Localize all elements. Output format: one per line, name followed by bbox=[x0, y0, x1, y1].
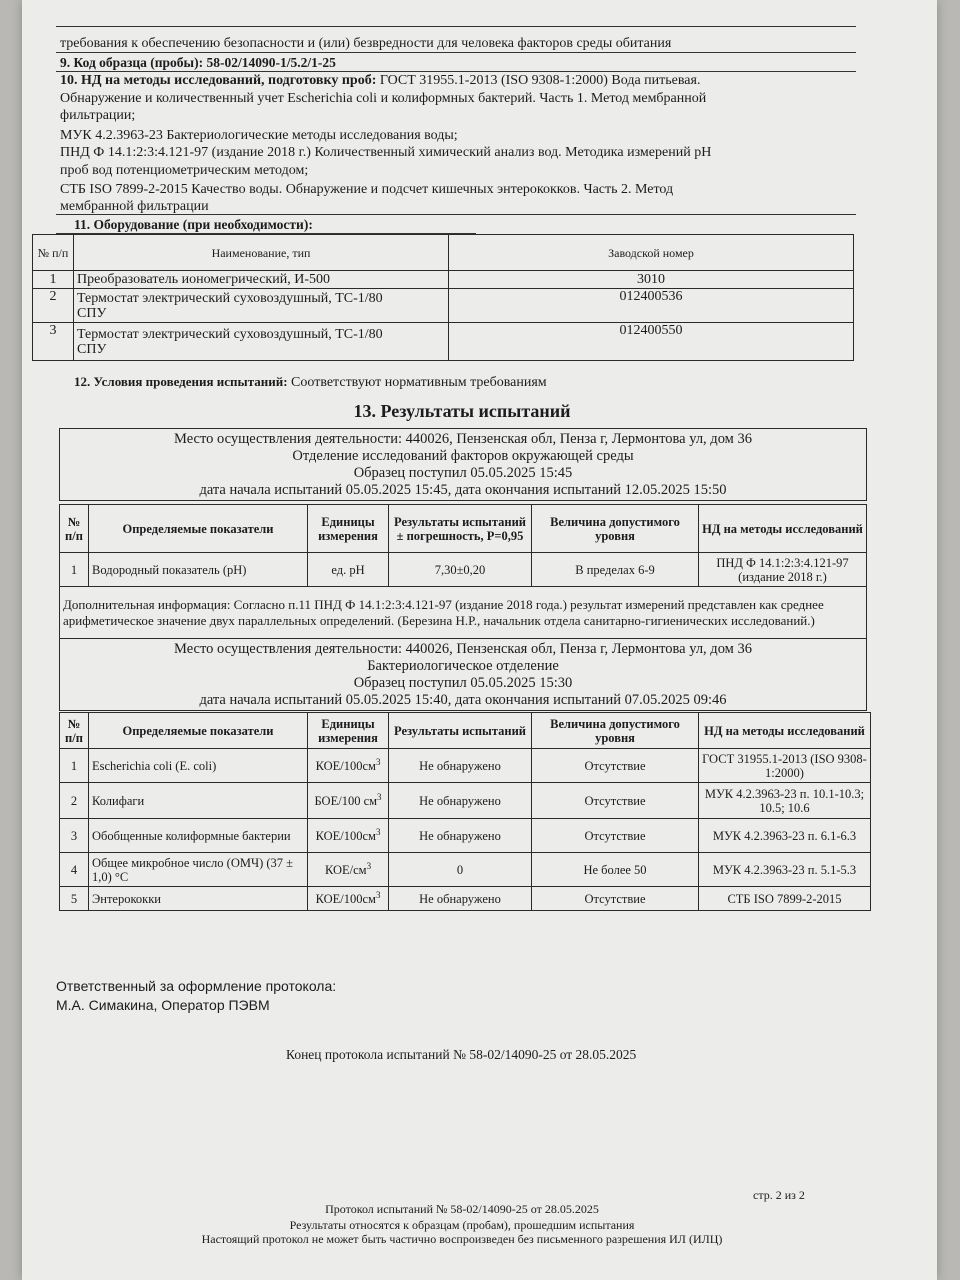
header-num: № п/п bbox=[33, 235, 74, 271]
section-11-label: 11. Оборудование (при необходимости): bbox=[74, 217, 313, 232]
table-row bbox=[33, 271, 854, 289]
cell-method: ГОСТ 31955.1-2013 (ISO 9308-1:2000) bbox=[699, 749, 871, 783]
name-line: СПУ bbox=[77, 305, 107, 321]
section-12 bbox=[74, 373, 547, 392]
section-10-label: 10. НД на методы исследований, подготовку проб: bbox=[60, 73, 377, 88]
cell-result: 0 bbox=[389, 853, 532, 887]
sample-code: 58-02/14090-1/5.2/1-25 bbox=[206, 55, 336, 70]
section-9 bbox=[60, 54, 336, 72]
test-dates: дата начала испытаний 05.05.2025 15:40, дата окончания испытаний 07.05.2025 09:46 bbox=[199, 691, 727, 708]
section-12-value: Соответствуют нормативным требованиям bbox=[291, 375, 547, 390]
cell-method: ПНД Ф 14.1:2:3:4.121-97 (издание 2018 г.) bbox=[699, 553, 867, 587]
unit-exponent: 3 bbox=[366, 860, 372, 871]
cell-serial: 012400536 bbox=[449, 289, 854, 323]
unit-exponent: 3 bbox=[377, 791, 382, 802]
rule bbox=[56, 52, 856, 53]
table-row bbox=[60, 749, 871, 783]
header-limit: Величина допустимого уровня bbox=[532, 713, 699, 749]
cell-unit: ед. pH bbox=[308, 553, 389, 587]
block-header-cell bbox=[60, 429, 867, 501]
equipment-table bbox=[32, 234, 854, 361]
block-header-row bbox=[60, 429, 867, 501]
footer-reproduction-note: Настоящий протокол не может быть частично воспроизведен без письменного разрешения ИЛ (ИЛЦ) bbox=[201, 1232, 723, 1246]
results-header-row bbox=[60, 713, 871, 749]
test-dates: дата начала испытаний 05.05.2025 15:45, дата окончания испытаний 12.05.2025 15:50 bbox=[199, 481, 727, 498]
cell-num: 1 bbox=[60, 749, 89, 783]
cell-unit bbox=[308, 853, 389, 887]
header-method: НД на методы исследований bbox=[699, 713, 871, 749]
table-row bbox=[60, 553, 867, 587]
cell-method: МУК 4.2.3963-23 п. 10.1-10.3; 10.5; 10.6 bbox=[699, 783, 871, 819]
header-param: Определяемые показатели bbox=[89, 713, 308, 749]
cell-method: МУК 4.2.3963-23 п. 5.1-5.3 bbox=[699, 853, 871, 887]
cell-param: Водородный показатель (pH) bbox=[89, 553, 308, 587]
header-num: № п/п bbox=[60, 505, 89, 553]
block-header-cell bbox=[60, 639, 867, 711]
header-unit: Единицы измерения bbox=[308, 713, 389, 749]
unit-text: КОЕ/100см bbox=[315, 891, 376, 906]
section-10-line: СТБ ISO 7899-2-2015 Качество воды. Обнаружение и подсчет кишечных энтерококков. Часть 2. Метод bbox=[60, 182, 674, 197]
cell-name bbox=[74, 289, 449, 323]
section-12-label: 12. Условия проведения испытаний: bbox=[74, 374, 288, 389]
block-header-row bbox=[60, 639, 867, 711]
place-of-activity: Место осуществления деятельности: 440026, Пензенская обл, Пенза г, Лермонтова ул, дом 36 bbox=[174, 640, 752, 657]
cell-limit: Отсутствие bbox=[532, 749, 699, 783]
cell-limit: Отсутствие bbox=[532, 887, 699, 911]
header-name: Наименование, тип bbox=[74, 235, 449, 271]
additional-info-text: Дополнительная информация: Согласно п.11 ПНД Ф 14.1:2:3:4.121-97 (издание 2018 года.) результат измерений представлен как среднее арифметическое значение двух параллельных определений. (Березина Н.Р., начальник отдела санитарно-гигиенических исследований.) bbox=[60, 587, 867, 639]
cell-method: МУК 4.2.3963-23 п. 6.1-6.3 bbox=[699, 819, 871, 853]
unit-exponent: 3 bbox=[375, 826, 381, 837]
section-10-line: МУК 4.2.3963-23 Бактериологические методы исследования воды; bbox=[60, 128, 458, 143]
name-line: Преобразователь иономегрический, И-500 bbox=[77, 272, 330, 287]
header-serial: Заводской номер bbox=[449, 235, 854, 271]
unit-text: КОЕ/100см bbox=[315, 758, 376, 773]
results-table-2 bbox=[59, 712, 871, 911]
sample-received: Образец поступил 05.05.2025 15:30 bbox=[353, 674, 573, 691]
section-10-line: ПНД Ф 14.1:2:3:4.121-97 (издание 2018 г.) Количественный химический анализ вод. Методика измерений pH bbox=[60, 145, 712, 160]
section-10-value: ГОСТ 31955.1-2013 (ISO 9308-1:2000) Вода питьевая. bbox=[379, 73, 701, 88]
protocol-end: Конец протокола испытаний № 58-02/14090-25 от 28.05.2025 bbox=[286, 1047, 637, 1062]
cell-result: Не обнаружено bbox=[389, 887, 532, 911]
top-rule bbox=[56, 26, 856, 27]
cell-method: СТБ ISO 7899-2-2015 bbox=[699, 887, 871, 911]
cell-param: Колифаги bbox=[89, 783, 308, 819]
footer-protocol: Протокол испытаний № 58-02/14090-25 от 28.05.2025 bbox=[325, 1202, 599, 1216]
section-10-line: мембранной фильтрации bbox=[60, 199, 209, 214]
cell-limit: В пределах 6-9 bbox=[532, 553, 699, 587]
unit-text: КОЕ/100см bbox=[315, 828, 376, 843]
responsible-label: Ответственный за оформление протокола: bbox=[56, 978, 337, 994]
cell-limit: Отсутствие bbox=[532, 819, 699, 853]
cell-unit bbox=[308, 749, 389, 783]
table-row bbox=[60, 887, 871, 911]
cell-num: 4 bbox=[60, 853, 89, 887]
additional-info bbox=[59, 586, 867, 639]
header-limit: Величина допустимого уровня bbox=[532, 505, 699, 553]
cell-param: Escherichia coli (E. coli) bbox=[89, 749, 308, 783]
section-10-line bbox=[60, 72, 700, 90]
header-num: № п/п bbox=[60, 713, 89, 749]
cell-unit bbox=[308, 819, 389, 853]
equipment-header-row bbox=[33, 235, 854, 271]
unit-exponent: 3 bbox=[375, 889, 381, 900]
table-row bbox=[60, 783, 871, 819]
name-line: Термостат электрический суховоздушный, ТС-1/80 bbox=[77, 290, 383, 306]
document-page bbox=[22, 0, 937, 1280]
header-param: Определяемые показатели bbox=[89, 505, 308, 553]
results-table-1 bbox=[59, 504, 867, 587]
cell-name bbox=[74, 271, 449, 289]
header-method: НД на методы исследований bbox=[699, 505, 867, 553]
results-header-row bbox=[60, 505, 867, 553]
results-block-2-header bbox=[59, 638, 867, 711]
cell-limit: Не более 50 bbox=[532, 853, 699, 887]
table-row bbox=[33, 323, 854, 361]
sample-received: Образец поступил 05.05.2025 15:45 bbox=[353, 464, 573, 481]
section-9-label: 9. Код образца (пробы): bbox=[60, 55, 204, 70]
department: Бактериологическое отделение bbox=[367, 657, 559, 674]
cell-num: 3 bbox=[33, 323, 74, 361]
cell-unit bbox=[308, 783, 389, 819]
responsible-name: М.А. Симакина, Оператор ПЭВМ bbox=[56, 997, 270, 1013]
cell-limit: Отсутствие bbox=[532, 783, 699, 819]
cell-param: Энтерококки bbox=[89, 887, 308, 911]
unit-exponent: 3 bbox=[375, 756, 381, 767]
cell-name bbox=[74, 323, 449, 361]
cell-result: 7,30±0,20 bbox=[389, 553, 532, 587]
cell-num: 2 bbox=[33, 289, 74, 323]
footer-results-note: Результаты относятся к образцам (пробам), прошедшим испытания bbox=[289, 1218, 635, 1232]
cell-num: 1 bbox=[60, 553, 89, 587]
cell-result: Не обнаружено bbox=[389, 819, 532, 853]
results-block-1-header bbox=[59, 428, 867, 501]
header-unit: Единицы измерения bbox=[308, 505, 389, 553]
name-line: СПУ bbox=[77, 341, 107, 357]
table-row bbox=[60, 853, 871, 887]
header-result: Результаты испытаний ± погрешность, P=0,95 bbox=[389, 505, 532, 553]
cell-num: 5 bbox=[60, 887, 89, 911]
cell-param: Обобщенные колиформные бактерии bbox=[89, 819, 308, 853]
name-line: Термостат электрический суховоздушный, ТС-1/80 bbox=[77, 326, 383, 342]
section-8-tail: требования к обеспечению безопасности и (или) безвредности для человека факторов среды обитания bbox=[60, 36, 672, 51]
cell-num: 3 bbox=[60, 819, 89, 853]
section-10-line: Обнаружение и количественный учет Escherichia coli и колиформных бактерий. Часть 1. Метод мембранной bbox=[60, 91, 707, 106]
unit-text: БОЕ/100 см bbox=[314, 793, 378, 808]
table-row bbox=[33, 289, 854, 323]
page-number: стр. 2 из 2 bbox=[753, 1188, 805, 1202]
cell-result: Не обнаружено bbox=[389, 783, 532, 819]
section-10-line: проб вод потенциометрическим методом; bbox=[60, 163, 309, 178]
cell-serial: 012400550 bbox=[449, 323, 854, 361]
rule bbox=[56, 214, 856, 215]
cell-num: 1 bbox=[33, 271, 74, 289]
section-10-line: фильтрации; bbox=[60, 108, 136, 123]
unit-text: КОЕ/см bbox=[324, 862, 367, 877]
cell-unit bbox=[308, 887, 389, 911]
results-title: 13. Результаты испытаний bbox=[353, 401, 571, 421]
info-row bbox=[60, 587, 867, 639]
cell-num: 2 bbox=[60, 783, 89, 819]
department: Отделение исследований факторов окружающей среды bbox=[292, 447, 634, 464]
place-of-activity: Место осуществления деятельности: 440026, Пензенская обл, Пенза г, Лермонтова ул, дом 36 bbox=[174, 430, 752, 447]
header-result: Результаты испытаний bbox=[389, 713, 532, 749]
cell-param: Общее микробное число (ОМЧ) (37 ± 1,0) °С bbox=[89, 853, 308, 887]
cell-result: Не обнаружено bbox=[389, 749, 532, 783]
table-row bbox=[60, 819, 871, 853]
cell-serial: 3010 bbox=[449, 271, 854, 289]
